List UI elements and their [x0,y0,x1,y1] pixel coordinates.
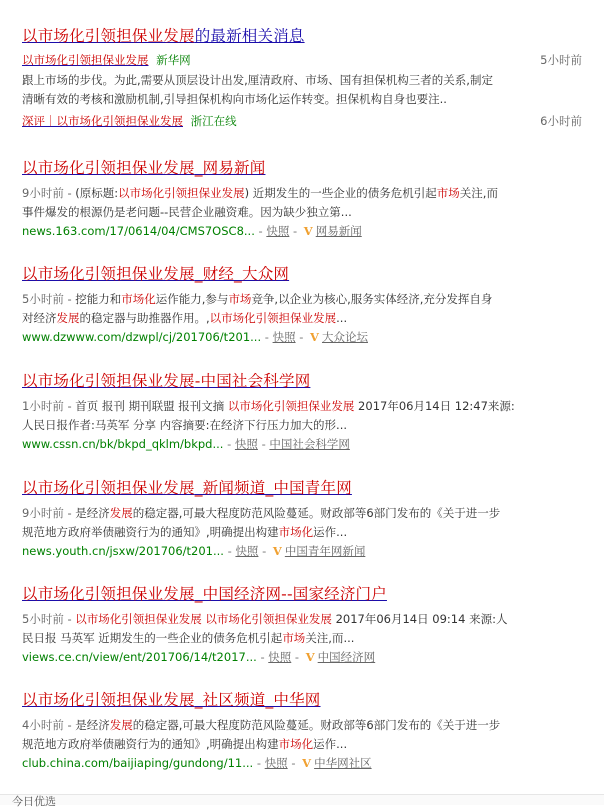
result-snippet-line [22,290,582,309]
result-title-link[interactable] [22,478,582,498]
result-snippet-line [22,716,582,735]
snippet-text: 竞争,以企业为核心,服务实体经济,充分发挥自身 [251,292,493,306]
snippet-text: 的稳定器,可最大程度防范风险蔓延。财政部等6部门发布的《关于进一步 [132,506,501,520]
snippet-text: 2017年06月14日 12:47来源: [354,399,515,413]
news-item-2-source: 浙江在线 [190,114,237,128]
result-snippet [22,184,582,222]
news-item-2 [22,112,582,130]
result-url-line [22,328,582,346]
result-title-suffix: -中国社会科学网 [194,372,311,390]
result-url-line [22,435,582,453]
result-snippet-line [22,735,582,754]
snippet-text: 运作... [313,737,348,751]
separator: - [223,437,235,451]
news-item-2-link[interactable]: 深评｜以市场化引领担保业发展 [22,114,183,128]
news-item-1-link[interactable]: 以市场化引领担保业发展 [22,53,149,67]
snippet-text: 关注,而 [459,186,498,200]
result-title-keyword: 以市场化引领担保业发展 [22,479,195,497]
separator: - [223,544,236,558]
separator: - [261,330,273,344]
snippet-text: 关注,而... [305,631,355,645]
snapshot-link[interactable]: 快照 [266,224,290,238]
snippet-text: 是经济 [75,718,110,732]
snippet-keyword: 市场 [436,186,460,200]
result-url-line [22,754,582,772]
news-item-1-source: 新华网 [156,53,191,67]
result-item [22,264,582,346]
footer-label: 今日优选 [12,795,56,808]
snippet-text: 挖能力和 [75,292,122,306]
result-title-keyword: 以市场化引领担保业发展 [22,585,195,603]
snippet-text: 是经济 [75,506,110,520]
snippet-text: ... [336,311,348,325]
snippet-text: 2017年06月14日 09:14 来源:人 [331,612,508,626]
snippet-keyword: 市场化 [278,737,314,751]
result-url: news.youth.cn/jsxw/201706/t201... [22,544,224,558]
site-name-link[interactable]: 中国青年网新闻 [284,544,366,558]
result-url: www.dzwww.com/dzwpl/cj/201706/t201... [22,330,262,344]
separator: - [258,544,270,558]
result-snippet-line [22,523,582,542]
news-item-2-time: 6小时前 [540,114,582,128]
snippet-keyword: 市场化 [121,292,156,306]
result-title-keyword: 以市场化引领担保业发展 [22,265,195,283]
result-url: news.163.com/17/0614/04/CMS7OSC8... [22,224,255,238]
snapshot-link[interactable]: 快照 [235,544,259,558]
news-snippet-line: 清晰有效的考核和激励机制,引导担保机构向市场化运作转变。担保机构自身也要注.. [22,92,447,106]
news-snippet [22,71,582,109]
snippet-keyword: 市场化 [278,525,314,539]
result-time: 5小时前 - [22,612,76,626]
snippet-keyword: 以市场化引领担保业发展 [209,311,337,325]
result-snippet-line [22,416,582,435]
snippet-text: 规范地方政府举债融资行为的通知》,明确提出构建 [22,525,279,539]
news-block [22,26,582,130]
snippet-keyword: 以市场化引领担保业发展 以市场化引领担保业发展 [75,612,332,626]
result-item [22,158,582,240]
snapshot-link[interactable]: 快照 [234,437,258,451]
result-title-keyword: 以市场化引领担保业发展 [22,159,195,177]
result-snippet [22,397,582,435]
separator: - [256,650,269,664]
result-snippet-line [22,397,582,416]
verified-v-icon: V [272,544,282,558]
separator: - [254,224,267,238]
verified-v-icon: V [303,224,313,238]
separator: - [289,224,301,238]
result-title-suffix: _中国经济网--国家经济门户 [194,585,387,603]
site-name-link[interactable]: 中国社会科学网 [269,437,350,451]
result-url: views.ce.cn/view/ent/201706/14/t2017... [22,650,257,664]
site-name-link[interactable]: 中国经济网 [317,650,376,664]
snippet-text: 运作... [313,525,348,539]
site-name-link[interactable]: 网易新闻 [315,224,362,238]
result-title-link[interactable] [22,264,582,284]
site-name-link[interactable]: 中华网社区 [314,756,372,770]
result-url-line [22,222,582,240]
result-title-link[interactable] [22,584,582,604]
result-url: www.cssn.cn/bk/bkpd_qklm/bkpd... [22,437,224,451]
snippet-text: 的稳定器与助推器作用。, [79,311,210,325]
snippet-text: 事件爆发的根源仍是老问题--民营企业融资难。因为缺少独立第... [22,205,352,219]
snippet-keyword: 以市场化引领担保业发展 [227,399,355,413]
news-snippet-line: 跟上市场的步伐。为此,需要从顶层设计出发,厘清政府、市场、国有担保机构三者的关系,制定 [22,73,493,87]
result-time: 9小时前 - [22,506,76,520]
site-name-link[interactable]: 大众论坛 [321,330,368,344]
result-snippet-line [22,184,582,203]
result-time: 5小时前 - [22,292,76,306]
news-item-1 [22,51,582,69]
verified-v-icon: V [310,330,319,344]
verified-v-icon: V [305,650,315,664]
snippet-text: 首页 报刊 期刊联盟 报刊文摘 [75,399,228,413]
result-item [22,690,582,772]
snippet-text: 民日报 马英军 近期发生的一些企业的债务危机引起 [22,631,283,645]
result-url-line [22,648,582,666]
separator: - [295,330,308,344]
snapshot-link[interactable]: 快照 [272,330,296,344]
snippet-text: 人民日报作者:马英军 分享 内容摘要:在经济下行压力加大的形... [22,418,348,432]
result-snippet-line [22,309,582,328]
result-title-suffix: _网易新闻 [194,159,266,177]
result-title-keyword: 以市场化引领担保业发展 [22,372,195,390]
result-snippet-line [22,629,582,648]
result-item [22,478,582,560]
snippet-text: ) 近期发生的一些企业的债务危机引起 [244,186,437,200]
separator: - [291,650,303,664]
result-time: 9小时前 - [22,186,76,200]
snippet-text: 规范地方政府举债融资行为的通知》,明确提出构建 [22,737,279,751]
result-title-link[interactable] [22,690,582,710]
snippet-keyword: 发展 [56,311,80,325]
result-title-suffix: _新闻频道_中国青年网 [194,479,352,497]
result-title-link[interactable] [22,371,582,391]
result-snippet [22,504,582,542]
result-time: 4小时前 - [22,718,76,732]
snippet-text: 对经济 [22,311,57,325]
verified-v-icon: V [302,756,312,770]
news-item-1-time: 5小时前 [540,53,582,67]
separator: - [287,756,300,770]
result-snippet [22,610,582,648]
result-snippet [22,290,582,328]
result-url: club.china.com/baijiaping/gundong/11... [22,756,254,770]
snapshot-link[interactable]: 快照 [268,650,292,664]
snippet-keyword: 以市场化引领担保业发展 [118,186,245,200]
snippet-text: (原标题: [75,186,119,200]
footer-bar [0,794,604,808]
result-title-link[interactable] [22,158,582,178]
result-url-line [22,542,582,560]
snippet-keyword: 市场 [228,292,252,306]
result-title-suffix: _财经_大众网 [194,265,290,283]
result-snippet-line [22,203,582,222]
result-item [22,584,582,666]
result-snippet [22,716,582,754]
news-block-title[interactable]: 以市场化引领担保业发展的最新相关消息 [22,27,305,45]
snippet-keyword: 发展 [109,506,133,520]
snapshot-link[interactable]: 快照 [264,756,288,770]
result-time: 1小时前 - [22,399,76,413]
result-snippet-line [22,610,582,629]
snippet-keyword: 市场 [282,631,306,645]
separator: - [257,437,270,451]
result-title-keyword: 以市场化引领担保业发展 [22,691,195,709]
result-item [22,371,582,453]
separator: - [253,756,265,770]
result-snippet-line [22,504,582,523]
snippet-text: 运作能力,参与 [155,292,229,306]
snippet-text: 的稳定器,可最大程度防范风险蔓延。财政部等6部门发布的《关于进一步 [132,718,501,732]
result-title-suffix: _社区频道_中华网 [194,691,321,709]
snippet-keyword: 发展 [109,718,133,732]
